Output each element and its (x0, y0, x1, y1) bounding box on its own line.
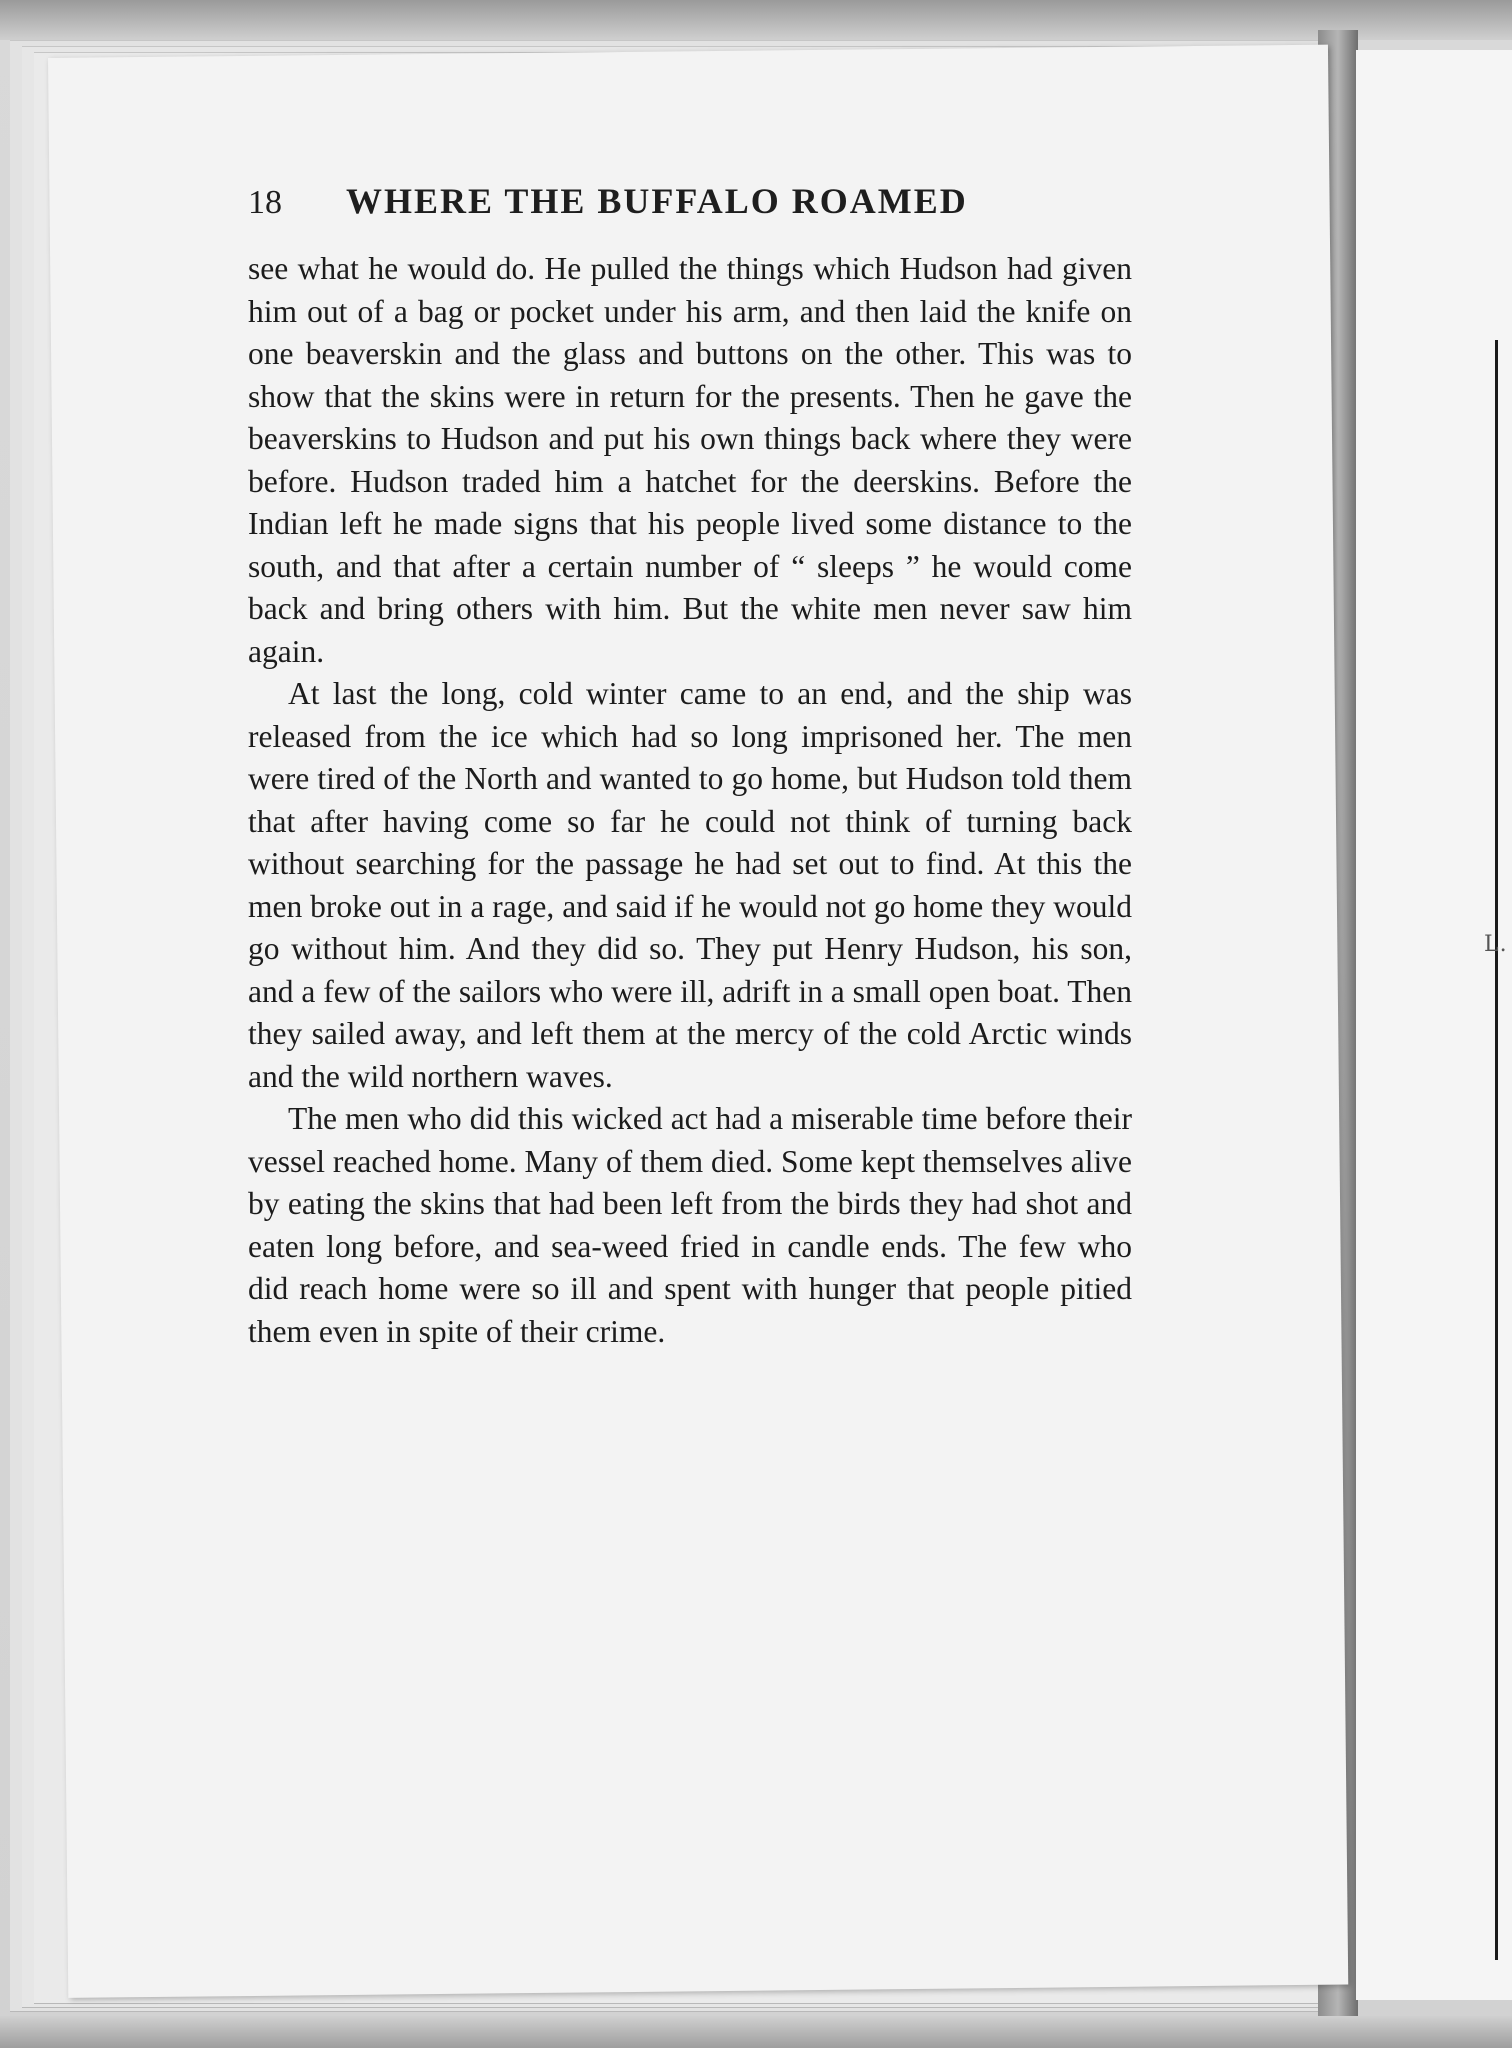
book-title: WHERE THE BUFFALO ROAMED (346, 181, 968, 221)
paragraph: At last the long, cold winter came to an end, and the ship was released from the ice which had so long imprisoned her. The men were tired of the North and wanted to go home, but Hudson told them that after having come so far he could not think of turning back without searching for the passage he had set out to find. At this the men broke out in a rage, and said if he would not go home they would go without him. And they did so. They put Henry Hudson, his son, and a few of the sailors who were ill, adrift in a small open boat. Then they sailed away, and left them at the mercy of the cold Arctic winds and the wild northern waves. (248, 676, 1132, 1094)
running-head (248, 172, 1088, 232)
scanner-bottom-shadow (0, 2016, 1512, 2048)
page-number: 18 (248, 184, 282, 221)
paragraph: see what he would do. He pulled the things which Hudson had given him out of a bag or pocket under his arm, and then laid the knife on one beaverskin and the glass and buttons on the other. This was to show that the skins were in return for the presents. Then he gave the beaverskins to Hudson and put his own things back where they were before. Hudson traded him a hatchet for the deerskins. Before the Indian left he made signs that his people lived some distance to the south, and that after a certain number of “ sleeps ” he would come back and bring others with him. But the white men never saw him again. (248, 251, 1132, 669)
scanner-top-shadow (0, 0, 1512, 40)
paragraph: The men who did this wicked act had a miserable time before their vessel reached home. Many of them died. Some kept themselves alive by eating the skins that had been left from the birds they had shot and eaten long before, and sea-weed fried in candle ends. The few who did reach home were so ill and spent with hunger that people pitied them even in spite of their crime. (248, 1101, 1132, 1349)
facing-page-rule (1495, 340, 1498, 1960)
facing-page (1356, 50, 1512, 2000)
body-text (248, 248, 1132, 1353)
facing-page-text-fragment: L. (1484, 932, 1508, 957)
